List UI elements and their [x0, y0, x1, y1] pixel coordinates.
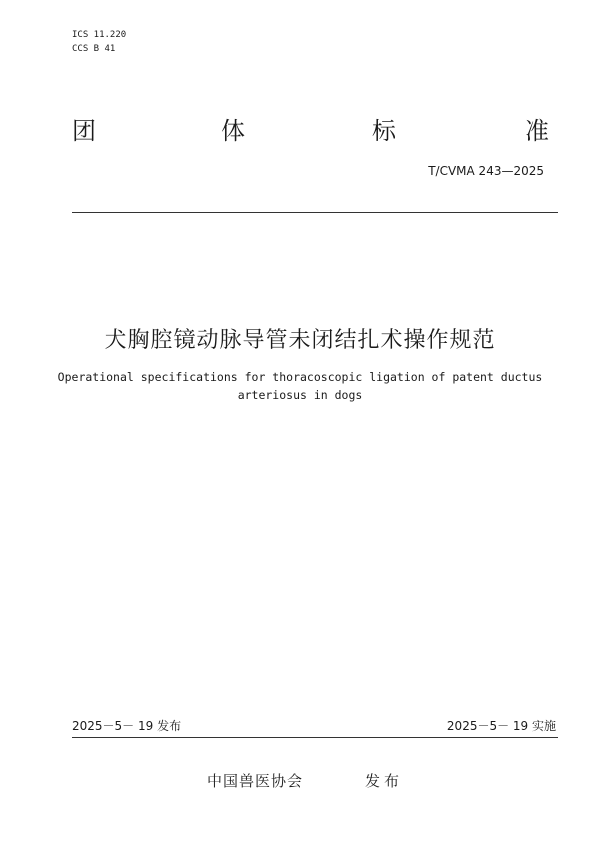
standard-number: T/CVMA 243—2025	[428, 164, 544, 178]
publisher-name: 中国兽医协会	[207, 772, 304, 790]
doc-type-char-1: 团	[72, 117, 96, 145]
date-divider	[72, 737, 558, 738]
title-english	[20, 368, 580, 404]
ics-code: ICS 11.220	[72, 30, 127, 40]
doc-type-char-4: 准	[525, 117, 549, 145]
publish-label: 发布	[365, 772, 404, 790]
issue-date: 2025－5－ 19 发布	[72, 719, 182, 733]
title-english-line-2: arteriosus in dogs	[237, 388, 363, 402]
title-english-line-1: Operational specifications for thoracoscopic ligation of patent ductus	[57, 370, 543, 384]
doc-type-char-3: 标	[372, 117, 396, 145]
implementation-date: 2025－5－ 19 实施	[446, 719, 556, 733]
header-divider	[72, 212, 558, 213]
doc-type-char-2: 体	[221, 117, 245, 145]
classification-codes	[72, 28, 126, 56]
ccs-code: CCS B 41	[72, 44, 116, 54]
title-chinese: 犬胸腔镜动脉导管未闭结扎术操作规范	[104, 328, 496, 353]
document-type-heading	[72, 116, 550, 148]
